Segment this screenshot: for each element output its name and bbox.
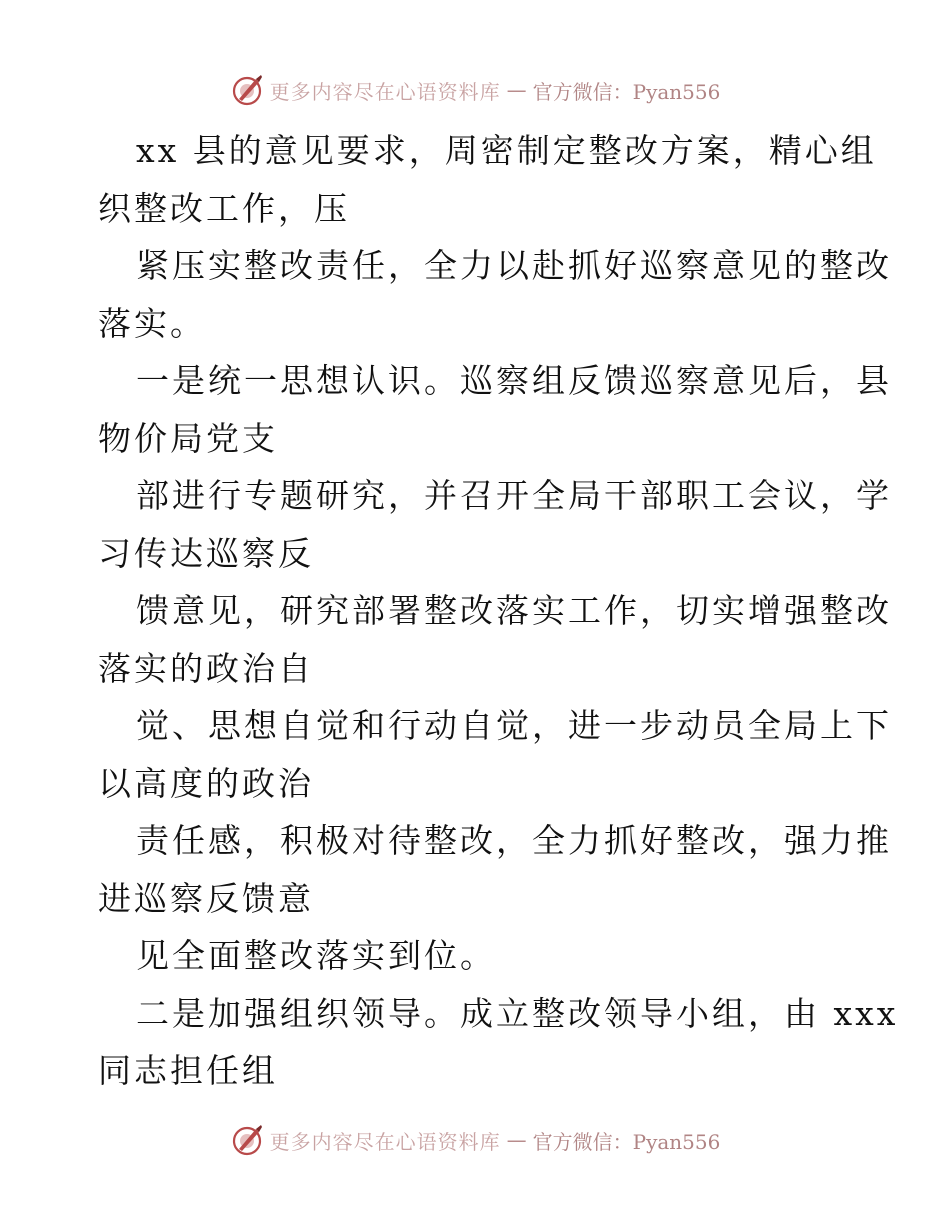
watermark-separator: — [506,1128,527,1152]
body-text-line: 觉、思想自觉和行动自觉，进一步动员全局上下 [136,706,892,745]
body-text-line: 物价局党支 [98,418,278,458]
body-text-line: 进巡察反馈意 [98,878,314,918]
watermark-logo-icon [230,1123,264,1157]
body-text-line: 同志担任组 [98,1051,278,1090]
body-text-line: 习传达巡察反 [98,533,314,573]
body-text-line: 责任感，积极对待整改，全力抓好整改，强力推 [136,821,892,860]
watermark-site-text: 更多内容尽在心语资料库 [269,1129,501,1154]
footer-watermark [0,1120,950,1160]
body-text-line: 馈意见，研究部署整改落实工作，切实增强整改 [136,591,892,630]
body-text-line: 落实。 [98,303,206,343]
body-text-line: 一是统一思想认识。巡察组反馈巡察意见后，县 [136,361,892,400]
document-body [98,122,899,1100]
header-watermark [0,70,950,110]
body-text-line: 织整改工作，压 [98,188,350,228]
watermark-logo-icon [230,73,264,107]
body-text-line: 见全面整改落实到位。 [136,936,496,975]
body-text-line: 以高度的政治 [98,763,314,803]
body-text-line: 紧压实整改责任，全力以赴抓好巡察意见的整改 [136,246,892,285]
body-text-line: xx 县的意见要求，周密制定整改方案，精心组 [136,131,877,170]
body-text-line: 部进行专题研究，并召开全局干部职工会议，学 [136,476,892,515]
watermark-separator: — [506,78,527,102]
body-text-line: 二是加强组织领导。成立整改领导小组，由 xxx [136,993,899,1033]
watermark-wechat-text: 官方微信：Pyan556 [532,1129,721,1154]
watermark-wechat-text: 官方微信：Pyan556 [532,79,721,104]
body-text-line: 落实的政治自 [98,648,314,688]
watermark-site-text: 更多内容尽在心语资料库 [269,79,501,104]
